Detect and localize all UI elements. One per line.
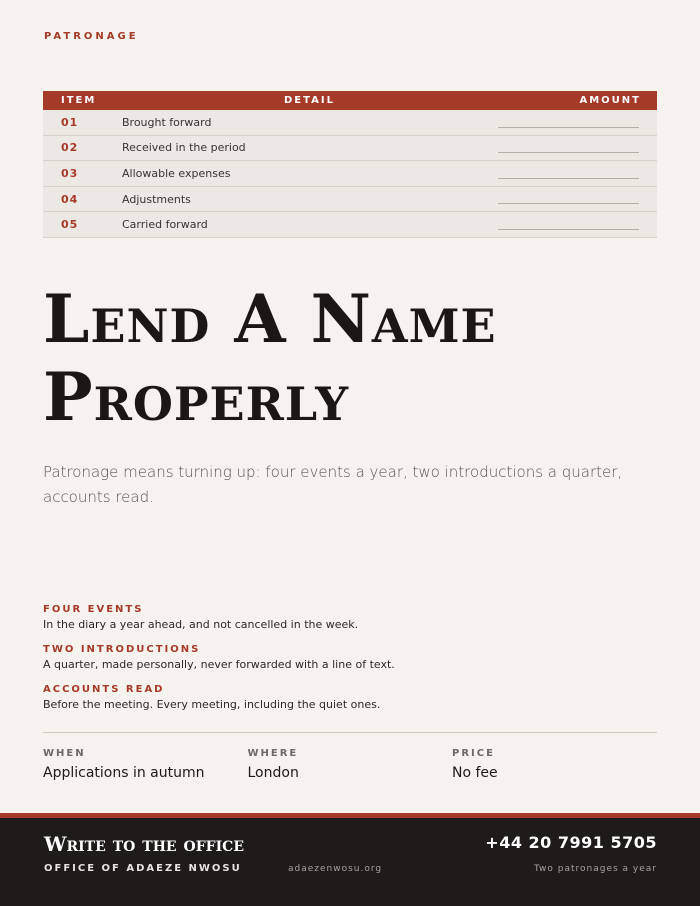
fact-label: PRICE [452, 748, 495, 759]
row-number: 03 [61, 166, 79, 180]
amount-field[interactable] [497, 212, 657, 237]
row-number: 04 [61, 192, 79, 206]
term-item [43, 684, 657, 711]
divider [43, 732, 657, 733]
amount-field[interactable] [497, 161, 657, 186]
footer [0, 818, 700, 906]
term-body: Before the meeting. Every meeting, including the quiet ones. [43, 698, 381, 711]
row-detail: Allowable expenses [122, 166, 231, 180]
facts-row [43, 748, 657, 781]
term-title: ACCOUNTS READ [43, 684, 165, 695]
term-body: In the diary a year ahead, and not cancelled in the week. [43, 618, 359, 631]
table-row [43, 187, 657, 213]
fact-value: No fee [452, 765, 498, 781]
term-body: A quarter, made personally, never forwarded with a line of text. [43, 658, 395, 671]
footer-phone[interactable]: +44 20 7991 5705 [485, 833, 657, 852]
term-item [43, 604, 657, 631]
col-amount: AMOUNT [579, 95, 641, 106]
row-number: 02 [61, 141, 79, 155]
page-title [43, 280, 497, 436]
fact-label: WHEN [43, 748, 86, 759]
row-detail: Carried forward [122, 218, 208, 232]
col-item: ITEM [61, 95, 97, 106]
ledger-table [43, 91, 657, 238]
row-detail: Received in the period [122, 141, 246, 155]
fact-where [248, 748, 453, 781]
amount-field[interactable] [497, 110, 657, 135]
fact-value: Applications in autumn [43, 765, 205, 781]
row-number: 05 [61, 218, 79, 232]
fact-when [43, 748, 248, 781]
ledger-header [43, 91, 657, 110]
terms-list [43, 604, 657, 724]
lede-paragraph: Patronage means turning up: four events a year, two introductions a quarter, accounts read. [43, 463, 623, 506]
fact-value: London [247, 765, 299, 781]
table-row [43, 161, 657, 187]
footer-note: Two patronages a year [534, 864, 657, 874]
fact-price [452, 748, 657, 781]
footer-title: Write to the office [44, 832, 244, 856]
table-row [43, 212, 657, 238]
row-detail: Brought forward [122, 115, 212, 129]
footer-website-link[interactable]: adaezenwosu.org [288, 864, 383, 874]
row-number: 01 [61, 115, 79, 129]
table-row [43, 110, 657, 136]
term-title: FOUR EVENTS [43, 604, 144, 615]
footer-office: OFFICE OF ADAEZE NWOSU [44, 863, 242, 874]
fact-label: WHERE [247, 748, 299, 759]
row-detail: Adjustments [122, 192, 191, 206]
col-detail: DETAIL [283, 95, 335, 106]
term-item [43, 644, 657, 671]
page-kicker: PATRONAGE [44, 31, 139, 42]
table-row [43, 136, 657, 162]
title-line-1: Lend A Name [43, 280, 497, 358]
term-title: TWO INTRODUCTIONS [43, 644, 201, 655]
amount-field[interactable] [497, 187, 657, 212]
title-line-2: Properly [43, 358, 350, 436]
amount-field[interactable] [497, 136, 657, 161]
